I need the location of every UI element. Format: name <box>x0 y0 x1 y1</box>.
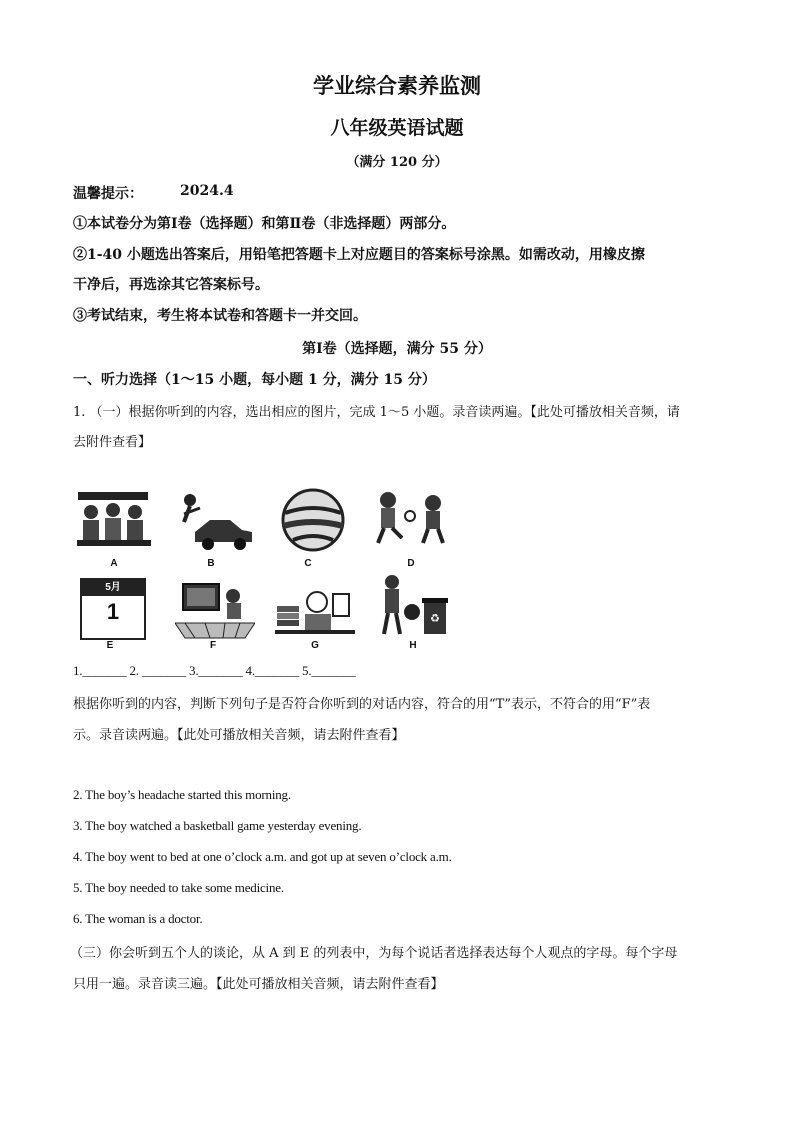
picture-label-e: E <box>106 640 114 651</box>
picture-label-g: G <box>311 640 319 651</box>
statement-3: 3. The boy watched a basketball game yesterday evening. <box>73 818 362 833</box>
full-score-note: （满分 120 分） <box>346 155 448 170</box>
picture-label-f: F <box>209 640 217 651</box>
statement-4: 4. The boy went to bed at one o’clock a.m. and got up at seven o’clock a.m. <box>73 849 452 864</box>
picture-label-d: D <box>407 558 415 569</box>
picture-h-recycle-bin-icon <box>372 574 452 638</box>
picture-d-football-icon <box>368 488 453 553</box>
svg-text:♻: ♻ <box>430 612 440 625</box>
picture-label-b: B <box>207 558 215 569</box>
notice-item-1: ①本试卷分为第Ⅰ卷（选择题）和第Ⅱ卷（非选择题）两部分。 <box>73 216 456 232</box>
notice-date: 2024.4 <box>180 183 234 199</box>
picture-c-ball-icon <box>273 488 353 553</box>
notice-item-2-cont: 干净后，再选涂其它答案标号。 <box>73 277 269 293</box>
picture-g-books-icon <box>275 574 355 638</box>
picture-label-a: A <box>110 558 118 569</box>
part3-instructions: （三）你会听到五个人的谈论，从 A 到 E 的列表中，为每个说话者选择表达每个人观点的字母。每个字母 <box>70 946 678 961</box>
picture-f-tv-icon <box>175 578 255 640</box>
answer-blanks: 1._______ 2. _______ 3._______ 4._______ 5._______ <box>73 663 356 678</box>
picture-label-c: C <box>304 558 312 569</box>
picture-e-calendar-icon <box>80 578 146 640</box>
part3-instructions-cont: 只用一遍。录音读三遍。【此处可播放相关音频，请去附件查看】 <box>73 977 444 992</box>
statement-6: 6. The woman is a doctor. <box>73 911 203 926</box>
notice-item-3: ③考试结束，考生将本试卷和答题卡一并交回。 <box>73 308 367 324</box>
statement-2: 2. The boy’s headache started this morning. <box>73 787 291 802</box>
q1-instructions-cont: 去附件查看】 <box>73 435 152 450</box>
exam-subtitle: 八年级英语试题 <box>330 117 464 139</box>
section1-heading: 一、听力选择（1～15 小题，每小题 1 分，满分 15 分） <box>73 372 436 388</box>
picture-a-people-icon <box>73 490 155 555</box>
calendar-day: 1 <box>106 599 120 624</box>
statement-5: 5. The boy needed to take some medicine. <box>73 880 284 895</box>
notice-label: 温馨提示： <box>73 186 143 202</box>
exam-title: 学业综合素养监测 <box>313 73 481 98</box>
picture-label-h: H <box>409 640 417 651</box>
part2-instructions-cont: 示。录音读两遍。【此处可播放相关音频，请去附件查看】 <box>73 728 405 743</box>
notice-item-2: ②1-40 小题选出答案后，用铅笔把答题卡上对应题目的答案标号涂黑。如需改动，用橡皮擦 <box>73 247 645 263</box>
part1-heading: 第Ⅰ卷（选择题，满分 55 分） <box>302 341 492 357</box>
calendar-month: 5月 <box>82 580 144 596</box>
picture-b-car-icon <box>170 490 255 555</box>
part2-instructions: 根据你听到的内容，判断下列句子是否符合你听到的对话内容，符合的用“T”表示，不符合的用“F”表 <box>73 697 651 712</box>
q1-instructions: 1. （一）根据你听到的内容，选出相应的图片，完成 1～5 小题。录音读两遍。【此处可播放相关音频，请 <box>73 405 680 420</box>
